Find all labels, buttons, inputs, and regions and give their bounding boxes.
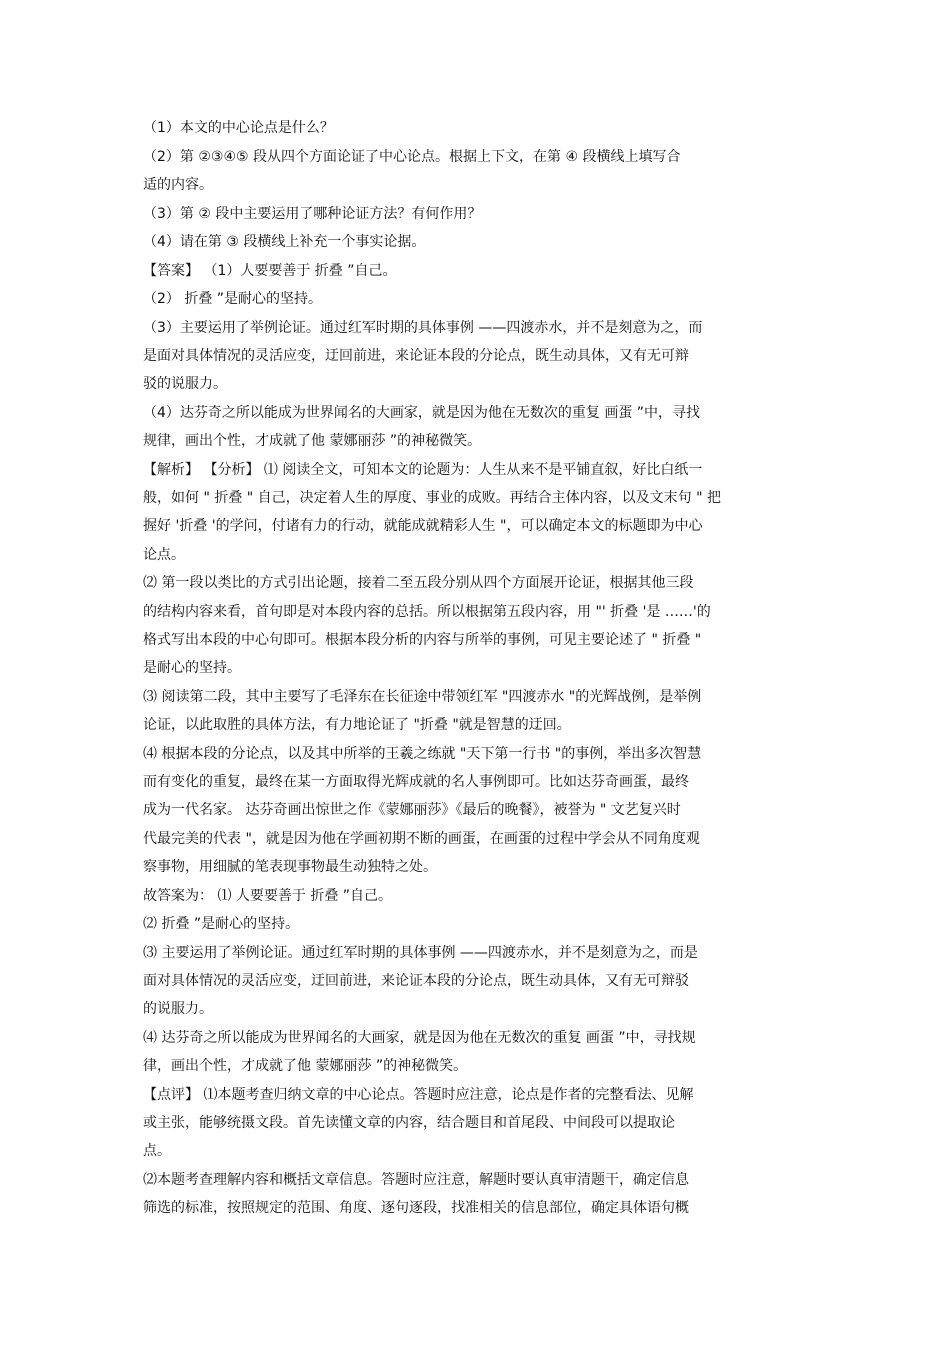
text-line: 律，画出个性，才成就了他 蒙娜丽莎 ”的神秘微笑。 [143, 1058, 468, 1074]
text-line: 代最完美的代表 "，就是因为他在学画初期不断的画蛋，在画蛋的过程中学会从不同角度观 [143, 831, 700, 847]
text-line: 故答案为： ⑴ 人要要善于 折叠 ”自己。 [143, 888, 393, 904]
text-line: 筛选的标准，按照规定的范围、角度、逐句逐段，找准相关的信息部位，确定具体语句概 [143, 1200, 689, 1216]
text-line: （2） 折叠 ”是耐心的坚持。 [143, 291, 323, 307]
text-line: ⑵ 第一段以类比的方式引出论题，接着二至五段分别从四个方面展开论证，根据其他三段 [143, 575, 694, 591]
text-line: （3）第 ② 段中主要运用了哪种论证方法？有何作用？ [143, 206, 482, 222]
text-line: 驳的说服力。 [143, 376, 227, 392]
text-line: 面对具体情况的灵活应变，迂回前进，来论证本段的分论点，既生动具体，又有无可辩驳 [143, 973, 689, 989]
text-line: （2）第 ②③④⑤ 段从四个方面论证了中心论点。根据上下文，在第 ④ 段横线上填写合 [143, 149, 681, 165]
text-line: ⑵本题考查理解内容和概括文章信息。答题时应注意，解题时要认真审清题干，确定信息 [143, 1172, 689, 1188]
text-line: 察事物，用细腻的笔表现事物最生动独特之处。 [143, 859, 437, 875]
text-line: （3）主要运用了举例论证。通过红军时期的具体事例 ——四渡赤水，并不是刻意为之，而 [143, 320, 703, 336]
text-line: 【答案】 （1）人要要善于 折叠 ”自己。 [143, 263, 397, 279]
text-line: 论点。 [143, 547, 185, 563]
text-line: ⑷ 根据本段的分论点，以及其中所举的王羲之练就 "天下第一行书 "的事例，举出多次智慧 [143, 746, 702, 762]
text-line: （4）请在第 ③ 段横线上补充一个事实论据。 [143, 234, 426, 250]
text-line: 的结构内容来看，首句即是对本段内容的总括。所以根据第五段内容，用 "' 折叠 '是 ……'的 [143, 604, 711, 620]
text-line: 的说服力。 [143, 1001, 213, 1017]
text-line: （4）达芬奇之所以能成为世界闻名的大画家，就是因为他在无数次的重复 画蛋 ”中，寻找 [143, 405, 701, 421]
text-line: 点。 [143, 1143, 171, 1159]
text-line: 成为一代名家。 达芬奇画出惊世之作《蒙娜丽莎》《最后的晚餐》，被誉为 " 文艺复兴时 [143, 802, 681, 818]
text-line: 握好 '折叠 '的学问，付诸有力的行动，就能成就精彩人生 "，可以确定本文的标题即为中心 [143, 518, 703, 534]
text-line: 或主张，能够统摄文段。首先读懂文章的内容，结合题目和首尾段、中间段可以提取论 [143, 1115, 675, 1131]
text-line: 是耐心的坚持。 [143, 660, 241, 676]
text-line: 【点评】 ⑴本题考查归纳文章的中心论点。答题时应注意，论点是作者的完整看法、见解 [143, 1087, 694, 1103]
text-line: 是面对具体情况的灵活应变，迂回前进，来论证本段的分论点，既生动具体，又有无可辩 [143, 348, 689, 364]
text-line: 【解析】 【分析】 ⑴ 阅读全文，可知本文的论题为：人生从来不是平铺直叙，好比白纸一 [143, 462, 703, 478]
text-line: ⑵ 折叠 ”是耐心的坚持。 [143, 916, 300, 932]
text-line: 格式写出本段的中心句即可。根据本段分析的内容与所举的事例，可见主要论述了 " 折叠 " [143, 632, 702, 648]
text-line: 适的内容。 [143, 177, 213, 193]
text-line: 般，如何 " 折叠 " 自己，决定着人生的厚度、事业的成败。再结合主体内容，以及文末句 " 把 [143, 490, 722, 506]
text-line: ⑷ 达芬奇之所以能成为世界闻名的大画家，就是因为他在无数次的重复 画蛋 ”中，寻找规 [143, 1030, 696, 1046]
text-line: ⑶ 阅读第二段，其中主要写了毛泽东在长征途中带领红军 "四渡赤水 "的光辉战例，是举例 [143, 689, 702, 705]
text-line: 而有变化的重复，最终在某一方面取得光辉成就的名人事例即可。比如达芬奇画蛋，最终 [143, 774, 689, 790]
text-line: ⑶ 主要运用了举例论证。通过红军时期的具体事例 ——四渡赤水，并不是刻意为之，而是 [143, 945, 698, 961]
text-line: （1）本文的中心论点是什么？ [143, 120, 334, 136]
text-line: 规律，画出个性，才成就了他 蒙娜丽莎 ”的神秘微笑。 [143, 433, 482, 449]
text-line: 论证，以此取胜的具体方法，有力地论证了 "折叠 "就是智慧的迂回。 [143, 717, 571, 733]
